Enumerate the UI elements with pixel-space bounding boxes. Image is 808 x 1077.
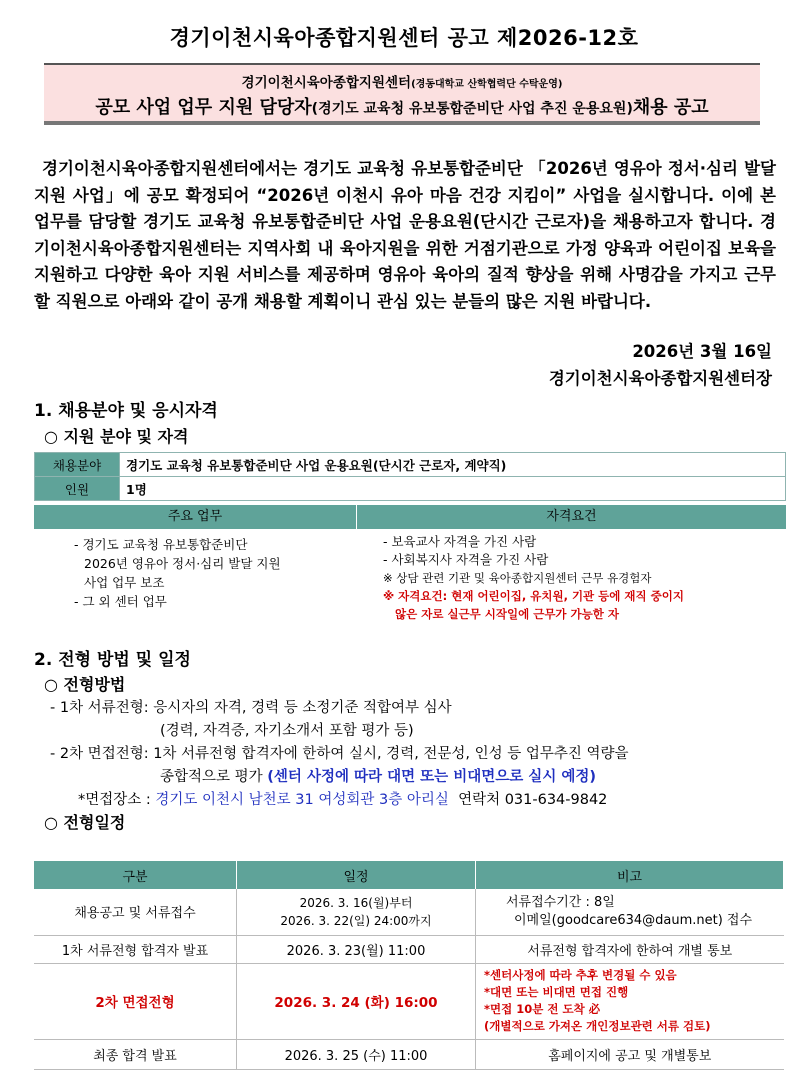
note-cell: 홈페이지에 공고 및 개별통보	[476, 1039, 784, 1069]
intro-paragraph: 경기이천시육아종합지원센터에서는 경기도 교육청 유보통합준비단 「2026년 영유아 정서·심리 발달 지원 사업」에 공모 확정되어 “2026년 이천시 유아 마음 건강 지킴이” 사업을 실시합니다. 이에 본 업무를 담당할 경기도 교육청 유보통합준비단 사업 운용요원(단시간 근로자)을 채용하고자 합니다. 경기이천시육아종합지원센터는 지역사회 내 육아지원을 위한 거점기관으로 가정 양육과 어린이집 보육을 지원하고 다양한 육아 지원 서비스를 제공하며 영유아 육아의 질적 향상을 위해 사명감을 가지고 근무할 직원으로 아래와 같이 공개 채용할 계획이니 관심 있는 분들의 많은 지원 바랍니다.	[34, 159, 776, 311]
field-value: 경기도 교육청 유보통합준비단 사업 운용요원(단시간 근로자, 계약직)	[120, 453, 786, 477]
schedule-header: 일정	[237, 861, 476, 889]
duties-list	[34, 529, 356, 611]
qualification-list	[357, 529, 786, 623]
stage-cell: 2차 면접전형	[34, 963, 237, 1039]
schedule-header: 비고	[476, 861, 784, 889]
note-cell: 서류접수기간 : 8일 이메일(goodcare634@daum.net) 접수	[476, 889, 784, 935]
duty-item: - 경기도 교육청 유보통합준비단	[74, 537, 248, 552]
method-second: - 2차 면접전형: 1차 서류전형 합격자에 한하여 실시, 경력, 전문성, 인성 등 업무추진 역량을	[50, 746, 629, 762]
duty-item: 2026년 영유아 정서·심리 발달 지원	[84, 556, 281, 571]
interview-place: *면접장소 : 경기도 이천시 남천로 31 여성회관 3층 아리실 연락처 031-634-9842	[78, 792, 608, 808]
qual-item: ※ 상담 관련 기관 및 육아종합지원센터 근무 유경험자	[383, 571, 652, 585]
stage-cell: 1차 서류전형 합격자 발표	[34, 935, 237, 963]
qual-requirement: 않은 자로 실근무 시작일에 근무가 가능한 자	[395, 607, 619, 621]
method-title: ○ 전형방법	[44, 675, 126, 694]
section1-title: 1. 채용분야 및 응시자격	[34, 401, 218, 421]
qualification-header: 자격요건	[357, 505, 786, 529]
stage-cell: 채용공고 및 서류접수	[34, 889, 237, 935]
banner-org: 경기이천시육아종합지원센터(경동대학교 산학협력단 수탁운영)	[241, 75, 563, 91]
qual-item: - 사회복지사 자격을 가진 사람	[383, 552, 549, 567]
count-value: 1명	[120, 477, 786, 501]
date-cell: 2026. 3. 23(월) 11:00	[237, 935, 476, 963]
schedule-table	[34, 861, 784, 1070]
stage-cell: 최종 합격 발표	[34, 1039, 237, 1069]
note-cell: 서류전형 합격자에 한하여 개별 통보	[476, 935, 784, 963]
banner-headline: 공모 사업 업무 지원 담당자(경기도 교육청 유보통합준비단 사업 추진 운용요원)채용 공고	[95, 97, 709, 118]
table-row	[34, 935, 784, 963]
schedule-header: 구분	[34, 861, 237, 889]
note-cell: *센터사정에 따라 추후 변경될 수 있음 *대면 또는 비대면 면접 진행 *면접 10분 전 도착 必 (개별적으로 가져온 개인정보관련 서류 검토)	[476, 963, 784, 1039]
qualification-column	[357, 505, 786, 621]
table-row	[34, 889, 784, 935]
count-label: 인원	[35, 477, 120, 501]
table-row	[34, 963, 784, 1039]
date-cell: 2026. 3. 24 (화) 16:00	[237, 963, 476, 1039]
method-first-detail: (경력, 자격증, 자기소개서 포함 평가 등)	[160, 723, 414, 739]
position-table	[34, 452, 786, 501]
duties-header: 주요 업무	[34, 505, 356, 529]
duties-column	[34, 505, 356, 615]
header-banner	[44, 63, 760, 125]
schedule-title: ○ 전형일정	[44, 813, 126, 832]
date-cell: 2026. 3. 25 (수) 11:00	[237, 1039, 476, 1069]
method-second-detail: 종합적으로 평가 (센터 사정에 따라 대면 또는 비대면으로 실시 예정)	[160, 769, 597, 785]
section2-title: 2. 전형 방법 및 일정	[34, 650, 191, 670]
qual-requirement: ※ 자격요건: 현재 어린이집, 유치원, 기관 등에 재직 중이지	[383, 589, 684, 603]
signer: 경기이천시육아종합지원센터장	[548, 369, 772, 388]
table-row	[34, 1039, 784, 1069]
field-label: 채용분야	[35, 453, 120, 477]
section1-subtitle: ○ 지원 분야 및 자격	[44, 427, 189, 446]
duty-item: - 그 외 센터 업무	[74, 594, 167, 609]
duty-item: 사업 업무 보조	[84, 575, 165, 590]
method-first: - 1차 서류전형: 응시자의 자격, 경력 등 소정기준 적합여부 심사	[50, 700, 452, 716]
notice-date: 2026년 3월 16일	[632, 342, 772, 361]
date-cell: 2026. 3. 16(월)부터 2026. 3. 22(일) 24:00까지	[237, 889, 476, 935]
qual-item: - 보육교사 자격을 가진 사람	[383, 534, 537, 549]
notice-title: 경기이천시육아종합지원센터 공고 제2026-12호	[169, 26, 639, 50]
